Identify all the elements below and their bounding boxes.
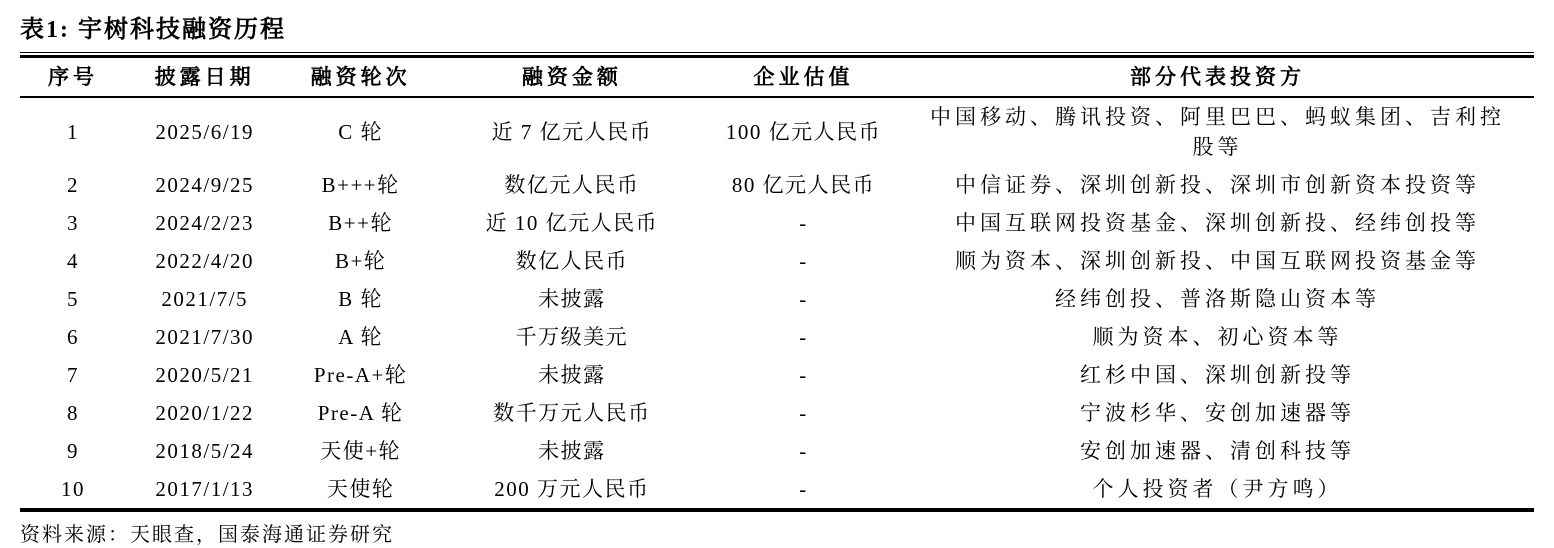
cell-investors: 中信证券、深圳创新投、深圳市创新资本投资等 [955,173,1481,197]
cell-index: 6 [66,325,79,349]
cell-valuation: - [799,477,808,501]
top-rule-thin [20,52,1534,53]
cell-date: 2018/5/24 [155,439,255,463]
cell-investors: 宁波杉华、安创加速器等 [1080,401,1356,425]
cell-round: B+轮 [334,249,387,273]
cell-round: Pre-A+轮 [313,363,408,387]
table-row [20,470,1534,510]
cell-round: C 轮 [338,120,384,144]
cell-index: 7 [66,363,79,387]
table-row [20,280,1534,318]
col-header-index: 序号 [20,57,126,98]
cell-date: 2025/6/19 [155,120,255,144]
table-row [20,394,1534,432]
cell-index: 1 [66,120,79,144]
cell-valuation: - [799,363,808,387]
table-row [20,166,1534,204]
cell-amount: 数亿元人民币 [504,173,640,197]
cell-valuation: 80 亿元人民币 [731,173,876,197]
cell-index: 3 [66,211,79,235]
table-row [20,204,1534,242]
cell-investors: 顺为资本、深圳创新投、中国互联网投资基金等 [955,249,1481,273]
cell-valuation: - [799,401,808,425]
financing-table [20,55,1534,512]
cell-round: B 轮 [338,287,384,311]
cell-index: 9 [66,439,79,463]
col-header-valuation: 企业估值 [706,57,901,98]
cell-investors: 中国互联网投资基金、深圳创新投、经纬创投等 [955,211,1481,235]
cell-valuation: 100 亿元人民币 [725,120,882,144]
cell-date: 2020/1/22 [155,401,255,425]
cell-valuation: - [799,439,808,463]
table-row [20,318,1534,356]
table-row [20,242,1534,280]
cell-date: 2020/5/21 [155,363,255,387]
cell-amount: 近 10 亿元人民币 [485,211,659,235]
col-header-round: 融资轮次 [283,57,437,98]
cell-valuation: - [799,287,808,311]
cell-amount: 200 万元人民币 [494,477,650,501]
col-header-investors: 部分代表投资方 [901,57,1534,98]
cell-amount: 未披露 [538,287,606,311]
cell-amount: 千万级美元 [515,325,629,349]
table-row [20,356,1534,394]
cell-valuation: - [799,249,808,273]
cell-amount: 未披露 [538,363,606,387]
cell-date: 2021/7/30 [155,325,255,349]
cell-index: 8 [66,401,79,425]
cell-investors: 安创加速器、清创科技等 [1080,439,1356,463]
cell-date: 2024/9/25 [155,173,255,197]
cell-date: 2024/2/23 [155,211,255,235]
table-body [20,97,1534,510]
table-row [20,432,1534,470]
table-row [20,97,1534,166]
cell-date: 2017/1/13 [155,477,255,501]
cell-valuation: - [799,325,808,349]
source-note: 资料来源：天眼查，国泰海通证券研究 [20,524,394,546]
cell-round: 天使轮 [326,477,395,501]
col-header-date: 披露日期 [126,57,283,98]
cell-investors: 顺为资本、初心资本等 [1092,325,1343,349]
cell-investors: 经纬创投、普洛斯隐山资本等 [1055,287,1381,311]
cell-valuation: - [799,211,808,235]
cell-investors: 中国移动、腾讯投资、阿里巴巴、蚂蚁集团、吉利控股等 [930,105,1506,159]
col-header-amount: 融资金额 [438,57,706,98]
header-row [20,57,1534,98]
cell-investors: 个人投资者（尹方鸣） [1092,477,1343,501]
cell-round: A 轮 [338,325,384,349]
cell-index: 5 [66,287,79,311]
cell-round: Pre-A 轮 [317,401,404,425]
cell-index: 10 [60,477,85,501]
cell-investors: 红杉中国、深圳创新投等 [1080,363,1356,387]
cell-date: 2021/7/5 [161,287,249,311]
cell-amount: 近 7 亿元人民币 [491,120,653,144]
cell-index: 2 [66,173,79,197]
cell-amount: 数千万元人民币 [493,401,651,425]
cell-round: B++轮 [328,211,393,235]
cell-amount: 数亿人民币 [515,249,629,273]
cell-index: 4 [66,249,79,273]
cell-round: 天使+轮 [320,439,402,463]
table-title: 表1: 宇树科技融资历程 [20,17,286,43]
cell-amount: 未披露 [538,439,606,463]
cell-date: 2022/4/20 [155,249,255,273]
cell-round: B+++轮 [321,173,400,197]
